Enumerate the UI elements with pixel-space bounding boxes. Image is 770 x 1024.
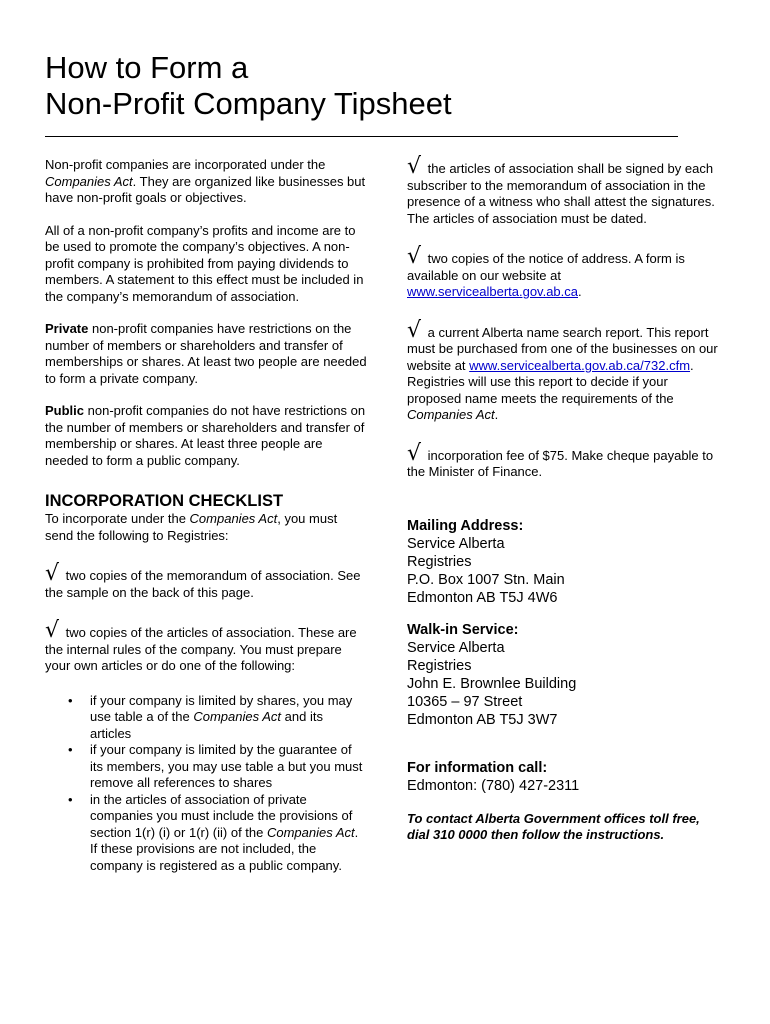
check-mark-icon: √ bbox=[45, 618, 60, 643]
website-link[interactable]: www.servicealberta.gov.ab.ca bbox=[407, 284, 579, 299]
checklist-item-memorandum: √ two copies of the memorandum of association. See the sample on the back of this page. bbox=[45, 561, 361, 600]
page-title bbox=[45, 50, 452, 122]
information-heading: For information call: bbox=[407, 759, 548, 776]
title-line-2: Non-Profit Company Tipsheet bbox=[45, 86, 452, 121]
articles-options-list bbox=[45, 693, 367, 875]
checklist-item-articles: √ two copies of the articles of association. These are the internal rules of the company. You must prepare your own articles or do one of the following: bbox=[45, 618, 357, 673]
list-item: • if your company is limited by the guarantee of its members, you may use table a but you must remove all references to shares bbox=[68, 742, 363, 790]
address-line: Edmonton AB T5J 3W7 bbox=[407, 711, 558, 728]
checklist-intro: To incorporate under the Companies Act, you must send the following to Registries: bbox=[45, 511, 338, 543]
address-line: Service Alberta bbox=[407, 535, 505, 552]
walk-in-service bbox=[407, 621, 725, 729]
walk-in-heading: Walk-in Service: bbox=[407, 621, 519, 638]
title-divider bbox=[45, 136, 678, 137]
address-line: Registries bbox=[407, 553, 472, 570]
check-mark-icon: √ bbox=[407, 440, 422, 466]
list-item: • in the articles of association of private companies you must include the provisions of section 1(r) (i) or 1(r) (ii) of the Companies Act. If these provisions are not included, the company is registered as a public company. bbox=[68, 791, 359, 873]
list-item: • if your company is limited by shares, you may use table a of the Companies Act and its articles bbox=[68, 692, 353, 741]
private-paragraph: Private non-profit companies have restrictions on the number of members or shareholders and transfer of memberships or shares. At least two people are needed to form a private company. bbox=[45, 321, 367, 386]
profits-paragraph: All of a non-profit company’s profits and income are to be used to promote the company’s objectives. A non-profit company is prohibited from paying dividends to members. A statement to this effect must be included in the company’s memorandum of association. bbox=[45, 222, 364, 304]
check-mark-icon: √ bbox=[407, 244, 422, 269]
mailing-address bbox=[407, 517, 725, 607]
checklist-item-fee: √ incorporation fee of $75. Make cheque payable to the Minister of Finance. bbox=[407, 440, 714, 479]
address-line: Service Alberta bbox=[407, 639, 505, 656]
address-line: Registries bbox=[407, 657, 472, 674]
intro-paragraph: Non-profit companies are incorporated under the Companies Act. They are organized like businesses but have non-profit goals or objectives. bbox=[45, 157, 366, 205]
checklist-item-name-search: √ a current Alberta name search report. This report must be purchased from one of the businesses on our website at www.servicealberta.gov.ab.ca/732.cfm. Registries will use this report to decide if your proposed name meets the requirements of the Companies Act. bbox=[407, 317, 718, 422]
toll-free-note: To contact Alberta Government offices toll free, dial 310 0000 then follow the instructions. bbox=[407, 810, 700, 842]
bullet-icon: • bbox=[68, 791, 73, 807]
checklist-heading: INCORPORATION CHECKLIST bbox=[45, 492, 284, 510]
address-line: Edmonton AB T5J 4W6 bbox=[407, 589, 558, 606]
bullet-icon: • bbox=[68, 742, 73, 757]
check-mark-icon: √ bbox=[45, 561, 60, 586]
name-search-link[interactable]: www.servicealberta.gov.ab.ca/732.cfm bbox=[469, 357, 691, 373]
bullet-icon: • bbox=[68, 692, 73, 708]
left-column bbox=[45, 157, 367, 874]
check-mark-icon: √ bbox=[407, 317, 422, 343]
address-line: John E. Brownlee Building bbox=[407, 675, 577, 692]
public-paragraph: Public non-profit companies do not have restrictions on the number of members or shareholders and transfer of membership or shares. At least three people are needed to form a public company. bbox=[45, 403, 366, 468]
address-line: P.O. Box 1007 Stn. Main bbox=[407, 571, 565, 588]
right-column bbox=[407, 154, 725, 844]
title-line-1: How to Form a bbox=[45, 50, 249, 85]
checklist-item-notice-of-address: √ two copies of the notice of address. A form is available on our website at www.servicealberta.gov.ab.ca. bbox=[407, 244, 685, 299]
address-line: 10365 – 97 Street bbox=[407, 693, 523, 710]
mailing-address-heading: Mailing Address: bbox=[407, 517, 524, 534]
check-mark-icon: √ bbox=[407, 154, 422, 179]
information-contact bbox=[407, 759, 725, 795]
phone-number: Edmonton: (780) 427-2311 bbox=[407, 777, 580, 794]
checklist-item-signatures: √ the articles of association shall be signed by each subscriber to the memorandum of association in the presence of a witness who shall attest the signatures. The articles of association must be dated. bbox=[407, 154, 715, 226]
